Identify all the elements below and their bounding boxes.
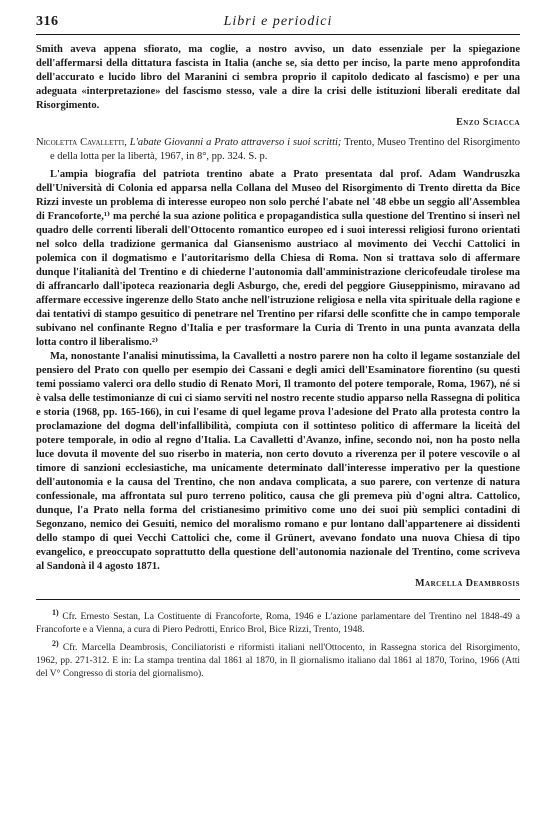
previous-review-signature: Enzo Sciacca: [456, 117, 520, 128]
page: [36, 14, 520, 681]
footnote-1-text: Cfr. Ernesto Sestan, La Costituente di Francoforte, Roma, 1946 e L'azione parlamentare del Trentino nel 1848-49 a Francoforte e a Vienna, a cura di Piero Pedrotti, Enrico Brol, Bice Rizzi, Trento, 1948.: [36, 612, 520, 636]
footnote-divider: [36, 599, 520, 600]
review-body: [36, 168, 520, 574]
previous-review-text: Smith aveva appena sfiorato, ma coglie, a nostro avviso, un dato essenziale per la spiegazione dell'affermarsi della dittatura fascista in Italia (anche se, sia detto per inciso, la parte meno approfondita dell'accurato e lucido libro del Maranini ci sembra proprio il capitolo dedicato al fascismo) e per una adeguata «interpretazione» del fascismo stesso, vale a dire la crisi delle istituzioni liberali ereditate dal Risorgimento.: [36, 44, 520, 111]
review-signature: Marcella Deambrosis: [415, 578, 520, 589]
footnote-2-text: Cfr. Marcella Deambrosis, Conciliatoristi e riformisti italiani nell'Ottocento, in Rassegna storica del Risorgimento, 1962, pp. 271-312. E in: La stampa trentina dal 1861 al 1870, in Il giornalismo italiano dal 1861 al 1870, Torino, 1966 (Atti del V° Congresso di storia del giornalismo).: [36, 643, 521, 680]
running-head: [36, 14, 520, 35]
review-heading: [36, 136, 520, 164]
review-paragraph-1: L'ampia biografia del patriota trentino abate a Prato presentata dal prof. Adam Wandruszka dell'Università di Colonia ed apparsa nella Collana del Museo del Risorgimento di Trento diretta da Bice Rizzi investe un problema di interesse europeo non solo perché l'abate nel '48 ebbe un seggio all'Assemblea di Francoforte,¹⁾ ma perché la sua azione politica e propagandistica sulla questione del Trentino si inserì nel quadro delle correnti liberali dell'Ottocento romantico europeo ed i suoi interessi religiosi furono orientati nel solco della tradizione germanica dal Giansenismo austriaco al movimento dei Vecchi Cattolici in polemica con il dogmatismo e l'autoritarismo della Chiesa di Roma. Non si trattava solo di affermare dunque l'italianità del Trentino e di chiederne l'autonomia dall'amministrazione clericofeudale tirolese ma di affrancarlo dall'ipoteca reazionaria degli Asburgo, che, eredi del peggiore Giuseppinismo, miravano ad affermare eccessive ingerenze dello Stato anche nell'istruzione religiosa e nella vita spirituale della ragione e dai tentativi di stampo gesuitico di penetrare nel Trentino per rifarsi delle sconfitte che in campo temporale subivano nel confinante Regno d'Italia e per trasformare la Curia di Trento in una punta avanzata della lotta contro il liberalismo.²⁾: [36, 169, 520, 348]
running-title: Libri e periodici: [223, 14, 333, 29]
footnote-2-mark: 2): [52, 639, 59, 649]
footnote-2: [36, 637, 520, 681]
review-title: L'abate Giovanni a Prato attraverso i suoi scritti;: [129, 137, 342, 148]
review-publication: Trento, Museo Trentino del Risorgimento e della lotta per la libertà, 1967, in 8°, pp. 324. S. p.: [50, 137, 521, 162]
review-author: Nicoletta Cavalletti,: [36, 137, 127, 148]
footnote-1: [36, 606, 520, 637]
page-number: 316: [36, 14, 59, 29]
footnote-1-mark: 1): [52, 608, 59, 617]
review-paragraph-2: Ma, nonostante l'analisi minutissima, la Cavalletti a nostro parere non ha colto il legame sostanziale del pensiero del Prato con quello per esempio dei Cassani e degli amici dell'Esaminatore fiorentino (su questi temi possiamo valerci ora dello studio di Renato Mori, Il tramonto del potere temporale, Roma, 1967), né si è valsa delle testimonianze di cui ci siamo serviti nel nostro recente studio apparso nella Rassegna di politica e storia (1968, pp. 165-166), in cui l'esame di quel legame prova l'adesione del Prato alla protesta contro la proclamazione del dogma dell'infallibilità, compiuta con il sottinteso politico di affermare la liceità del potere temporale, in odio al regno d'Italia. La Cavalletti d'Avanzo, infine, secondo noi, non ha posto nella luce dovuta il movente del suo riserbo in materia, non certo dovuto a riverenza per il potere vescovile o al timore di sanzioni ecclesiastiche, ma unicamente determinato dall'interesse imperativo per la questione dell'autonomia e la causa del Trentino, che non andava complicata, a suo parere, con vertenze di natura confessionale, ma affrontata sul puro terreno politico, causa che gli premeva più d'ogni altra. Cattolico, dunque, l'a Prato nella forma del cristianesimo primitivo come uno dei suoi più semplici contadini di Segonzano, nemico dei Gesuiti, nemico del moralismo romano e pur lontano dall'appartenere ai dissidenti dello stampo di quei Vecchi Cattolici che, come il Grünert, avevano fondato una nuova Chiesa di tipo evangelico, e preoccupato soprattutto della questione dell'autonomia nazionale del Trentino, come scriveva al Sandonà il 4 agosto 1871.: [36, 351, 520, 572]
